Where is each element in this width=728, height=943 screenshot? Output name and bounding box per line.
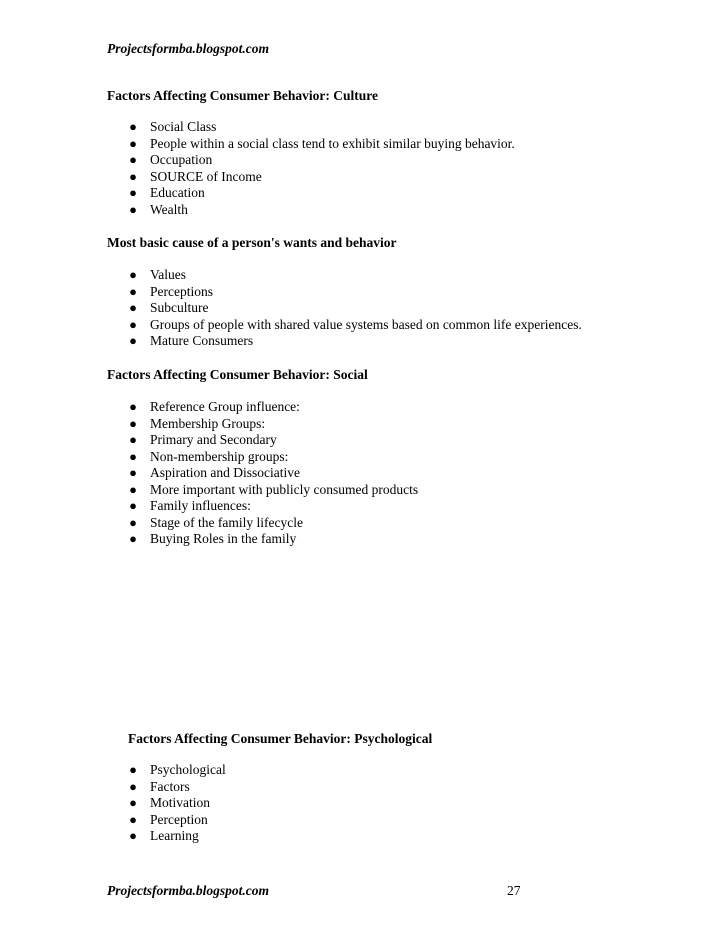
section-heading-psychological: Factors Affecting Consumer Behavior: Psychological xyxy=(128,731,433,746)
bullet-icon: ● xyxy=(129,119,137,134)
bullet-icon: ● xyxy=(129,432,137,447)
bullet-icon: ● xyxy=(129,481,137,497)
bullet-icon: ● xyxy=(129,465,137,480)
bullet-icon: ● xyxy=(129,531,137,546)
bullet-icon: ● xyxy=(129,152,137,167)
bullet-icon: ● xyxy=(129,333,137,348)
bullet-icon: ● xyxy=(129,168,137,184)
section-heading-wants: Most basic cause of a person's wants and behavior xyxy=(107,235,397,250)
bullet-icon: ● xyxy=(129,828,137,843)
bullet-icon: ● xyxy=(129,316,137,332)
bullet-icon: ● xyxy=(129,201,137,217)
bullet-icon: ● xyxy=(129,514,137,530)
page-header: Projectsformba.blogspot.com xyxy=(107,41,269,56)
bullet-icon: ● xyxy=(129,185,137,200)
bullet-icon: ● xyxy=(129,399,137,414)
bullet-icon: ● xyxy=(129,267,137,282)
bullet-icon: ● xyxy=(129,448,137,464)
bullet-icon: ● xyxy=(129,778,137,794)
page-footer: Projectsformba.blogspot.com xyxy=(107,883,269,898)
section-heading-social: Factors Affecting Consumer Behavior: Social xyxy=(107,367,368,382)
section-heading-culture: Factors Affecting Consumer Behavior: Culture xyxy=(107,88,378,103)
page-number: 27 xyxy=(507,883,521,898)
bullet-icon: ● xyxy=(129,415,137,431)
bullet-icon: ● xyxy=(129,498,137,513)
bullet-icon: ● xyxy=(129,762,137,777)
bullet-icon: ● xyxy=(129,135,137,151)
bullet-icon: ● xyxy=(129,795,137,810)
bullet-icon: ● xyxy=(129,811,137,827)
bullet-icon: ● xyxy=(129,300,137,315)
bullet-icon: ● xyxy=(129,283,137,299)
